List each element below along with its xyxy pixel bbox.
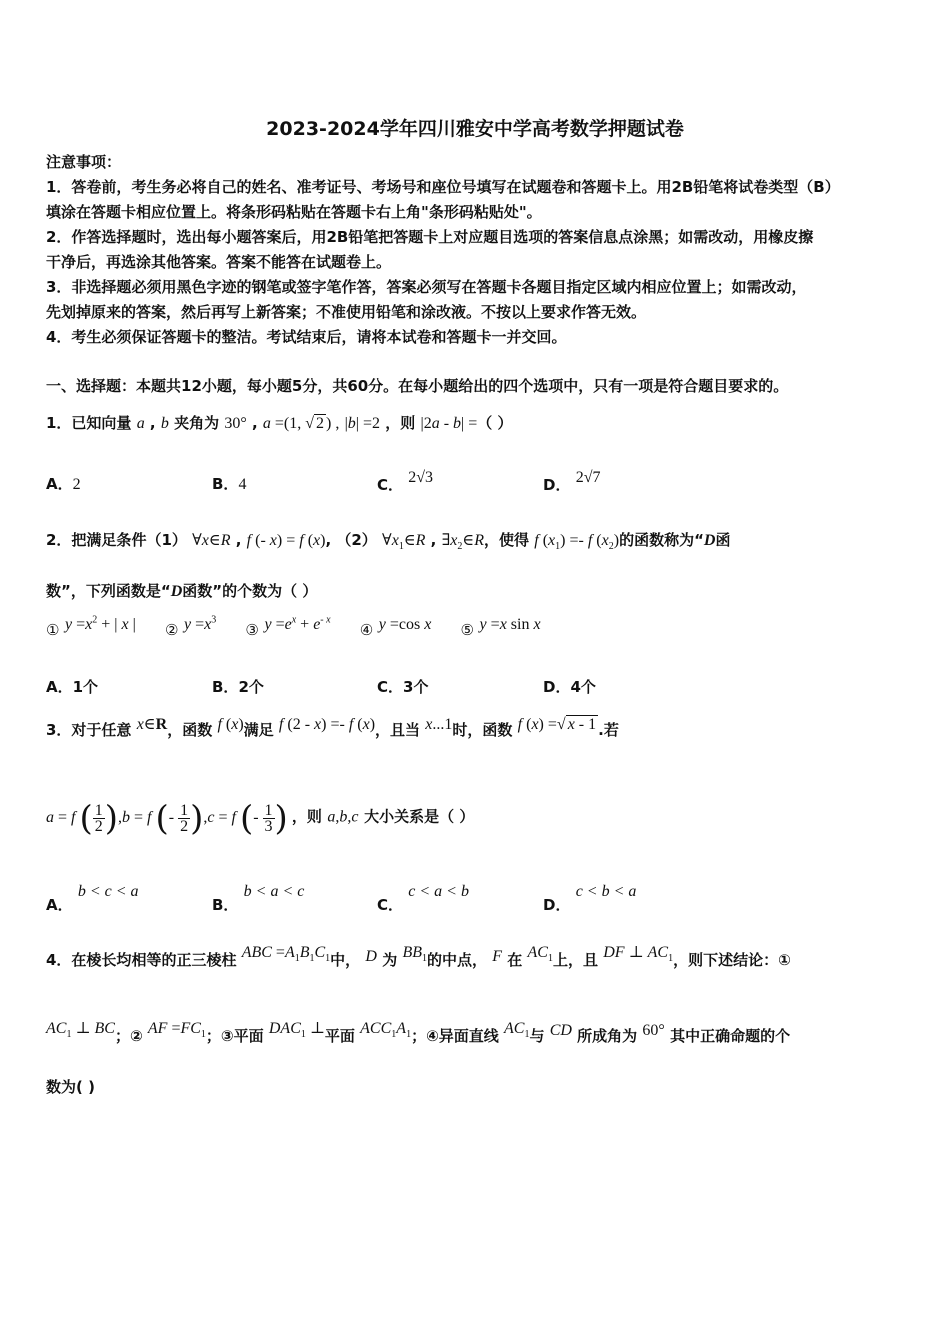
section-heading: 一、选择题：本题共12小题，每小题5分，共60分。在每小题给出的四个选项中，只有一项是符合题目要求的。: [46, 377, 789, 395]
math-abc-definition: a = f ( $\frac{1}{2}$ ),b = f (- $\frac{1}{2}$ ),c = f (- $\frac{1}{3}$ ): [46, 798, 288, 838]
notice-line: 干净后，再选涂其他答案。答案不能答在试题卷上。: [46, 253, 392, 271]
notice-line: 3．非选择题必须用黑色字迹的钢笔或签字笔作答，答案必须写在答题卡各题目指定区域内相应位置上；如需改动，: [46, 278, 807, 296]
q2-text: 2．把满足条件（1）: [46, 531, 187, 549]
math-vector-a-value: a: [262, 415, 271, 432]
q4-text: ；④异面直线: [411, 1027, 499, 1045]
math-ACC1A1: $ACC_1A_1$: [360, 1020, 412, 1041]
q2-function-list: [46, 614, 541, 640]
q2-text: 的函数称为“: [619, 531, 704, 549]
q3-text: ，则: [291, 807, 322, 826]
question-4-line2: [46, 1020, 791, 1053]
option-expr: b < a < c: [243, 883, 305, 900]
math-prism: ABC $=A_1B_1C_1$: [241, 944, 331, 965]
option-label: C．: [377, 678, 404, 696]
circle-number: ③: [245, 621, 259, 639]
math-b-norm: |b| =2: [344, 415, 381, 432]
q3-option-b[interactable]: [212, 880, 305, 914]
math-AC1-line: $AC_1$: [504, 1020, 530, 1041]
math-vector-a: a: [136, 415, 145, 432]
option-text: 3个: [403, 678, 429, 696]
q4-text: 的中点，: [427, 951, 488, 969]
q4-text: 平面: [324, 1027, 355, 1045]
page-title: 2023-2024学年四川雅安中学高考数学押题试卷: [266, 118, 684, 140]
q4-text: 与: [529, 1027, 545, 1045]
q1-option-c[interactable]: [377, 466, 434, 494]
option-expr: c < a < b: [408, 883, 469, 900]
q3-text: ，函数: [167, 721, 213, 739]
option-label: A．: [46, 896, 73, 914]
q3-option-d[interactable]: [543, 880, 637, 914]
d-function-name: D: [170, 583, 183, 600]
option-label: D．: [543, 476, 571, 494]
math-angle-60: 60°: [642, 1022, 665, 1039]
q2-text: 函数”的个数为（ ）: [182, 582, 318, 600]
math-odd-condition: f $(x_1) =- f$ $(x_2)$: [534, 532, 620, 553]
q4-text: 其中正确命题的个: [670, 1027, 791, 1045]
question-2-line1: 2．把满足条件（1） ∀x∈R , f (- x) = f (x), （2） $\forall x_1\in R$ , $\exists x_2\in R$，使得 f $(x_1) =- f$ $(x_2)$的函数称为“D函: [46, 531, 731, 553]
option-label: A．: [46, 678, 73, 696]
q3-text: ，且当: [375, 721, 421, 739]
q3-option-a[interactable]: [46, 880, 139, 914]
option-label: B．: [212, 475, 239, 493]
math-func-5: y =x sin x: [479, 616, 541, 633]
math-AC1-perp-BC: $AC_1$ ⊥ BC: [46, 1020, 115, 1041]
q4-text: 上，且: [552, 951, 598, 969]
q2-text: （2）: [336, 531, 377, 549]
option-label: A．: [46, 475, 73, 493]
math-angle: 30°: [224, 415, 247, 432]
math-AC1: $AC_1$: [527, 944, 553, 965]
q1-prefix: 1．已知向量: [46, 414, 132, 432]
option-text: 2: [72, 476, 81, 493]
q2-text: ，使得: [484, 531, 530, 549]
option-label: C．: [377, 476, 404, 494]
option-text: 2个: [238, 678, 264, 696]
option-text: 2√3: [408, 469, 434, 486]
math-D: D: [365, 948, 377, 965]
math-func-3: $y =e^x + e^{- x}$: [264, 614, 331, 633]
q4-text: 4．在棱长均相等的正三棱柱: [46, 951, 237, 969]
math-even-condition: f (- x) = f (x): [246, 532, 326, 549]
math-DF-perp-AC1: DF ⊥ $AC_1$: [603, 944, 674, 965]
question-1: 1．已知向量 a , b 夹角为 30° , a =(1, √ 2 ) , |b| =2 ，则 |2a - b| =（ ）: [46, 414, 513, 432]
question-4-line3: 数为( ): [46, 1078, 95, 1096]
q1-option-b[interactable]: [212, 473, 246, 494]
q2-option-d[interactable]: [543, 676, 596, 697]
q1-option-a[interactable]: [46, 473, 81, 494]
math-fx: f (x): [217, 716, 244, 733]
math-forall-x: ∀x∈R: [192, 532, 231, 549]
q4-text: 中，: [330, 951, 361, 969]
q2-text: 数”，下列函数是“: [46, 582, 171, 600]
q1-answer-paren: （ ）: [477, 414, 513, 432]
q3-text: .若: [598, 721, 619, 739]
math-x-in-R: x∈R: [136, 716, 168, 733]
option-text: 2√7: [575, 469, 601, 486]
math-func-4: y =cos x: [378, 616, 432, 633]
option-label: B．: [212, 678, 239, 696]
option-label: C．: [377, 896, 404, 914]
option-expr: c < b < a: [575, 883, 637, 900]
math-func-2: $y =x^3$: [184, 614, 217, 633]
q4-text: ，则下述结论：①: [673, 951, 791, 969]
question-2-line2: [46, 581, 317, 602]
math-func-1: $y =x^2$ + | x |: [65, 614, 136, 633]
math-abc: a,b,c: [327, 808, 359, 826]
q2-option-c[interactable]: [377, 676, 428, 697]
q3-option-c[interactable]: [377, 880, 469, 914]
option-label: D．: [543, 896, 571, 914]
option-label: B．: [212, 896, 239, 914]
circle-number: ①: [46, 621, 60, 639]
q4-text: ；③平面: [205, 1027, 264, 1045]
d-function-name: D: [703, 532, 716, 549]
q3-text: 3．对于任意: [46, 721, 132, 739]
q1-mid: 夹角为: [174, 414, 220, 432]
option-text: 1个: [72, 678, 99, 696]
question-3-line1: [46, 716, 619, 741]
q2-option-a[interactable]: [46, 676, 98, 697]
math-DAC1-perp: $DAC_1$ ⊥: [268, 1020, 325, 1041]
math-AF-eq-FC1: AF $=FC_1$: [147, 1020, 206, 1041]
q4-text: 所成角为: [577, 1027, 638, 1045]
math-symmetry: f (2 - x) =- f (x): [278, 716, 376, 733]
q3-text: 大小关系是（ ）: [364, 807, 475, 826]
option-label: D．: [543, 678, 571, 696]
q2-option-b[interactable]: [212, 676, 264, 697]
math-fx-sqrt: f (x) =√ x - 1: [517, 716, 597, 733]
option-text: 4: [238, 476, 247, 493]
circle-number: ②: [164, 621, 179, 639]
q3-text: 满足: [243, 721, 274, 739]
question-4-line1: [46, 944, 791, 977]
q1-tail: ，则: [385, 414, 416, 432]
option-text: 4个: [570, 678, 596, 696]
option-expr: b < c < a: [77, 883, 139, 900]
math-x-ge-1: x...1: [425, 716, 453, 733]
question-3-line2: [46, 798, 474, 838]
q2-text: 函: [715, 531, 731, 549]
notice-line: 填涂在答题卡相应位置上。将条形码粘贴在答题卡右上角"条形码粘贴处"。: [46, 203, 542, 221]
q4-text: 在: [507, 951, 523, 969]
q3-text: 时，函数: [452, 721, 513, 739]
notice-heading: 注意事项：: [46, 153, 122, 171]
notice-line: 4．考生必须保证答题卡的整洁。考试结束后，请将本试卷和答题卡一并交回。: [46, 328, 567, 346]
math-vector-b: b: [160, 415, 169, 432]
math-BB1: $BB_1$: [402, 944, 428, 965]
math-target-norm: |2a - b| =: [420, 415, 478, 432]
notice-line: 1．答卷前，考生务必将自己的姓名、准考证号、考场号和座位号填写在试题卷和答题卡上。用2B铅笔将试卷类型（B）: [46, 178, 840, 196]
circle-number: ④: [359, 621, 374, 639]
q1-option-d[interactable]: [543, 466, 601, 494]
notice-line: 2．作答选择题时，选出每小题答案后，用2B铅笔把答题卡上对应题目选项的答案信息点涂黑；如需改动，用橡皮擦: [46, 228, 814, 246]
math-F: F: [492, 948, 503, 965]
notice-line: 先划掉原来的答案，然后再写上新答案；不准使用铅笔和涂改液。不按以上要求作答无效。: [46, 303, 647, 321]
circle-number: ⑤: [460, 621, 474, 639]
math-exists-x2: $\exists x_2\in R$: [441, 532, 485, 553]
q4-text: 为: [382, 951, 398, 969]
math-CD: CD: [549, 1022, 572, 1039]
q4-text: ；②: [114, 1027, 143, 1045]
math-forall-x1: $\forall x_1\in R$: [382, 532, 426, 553]
